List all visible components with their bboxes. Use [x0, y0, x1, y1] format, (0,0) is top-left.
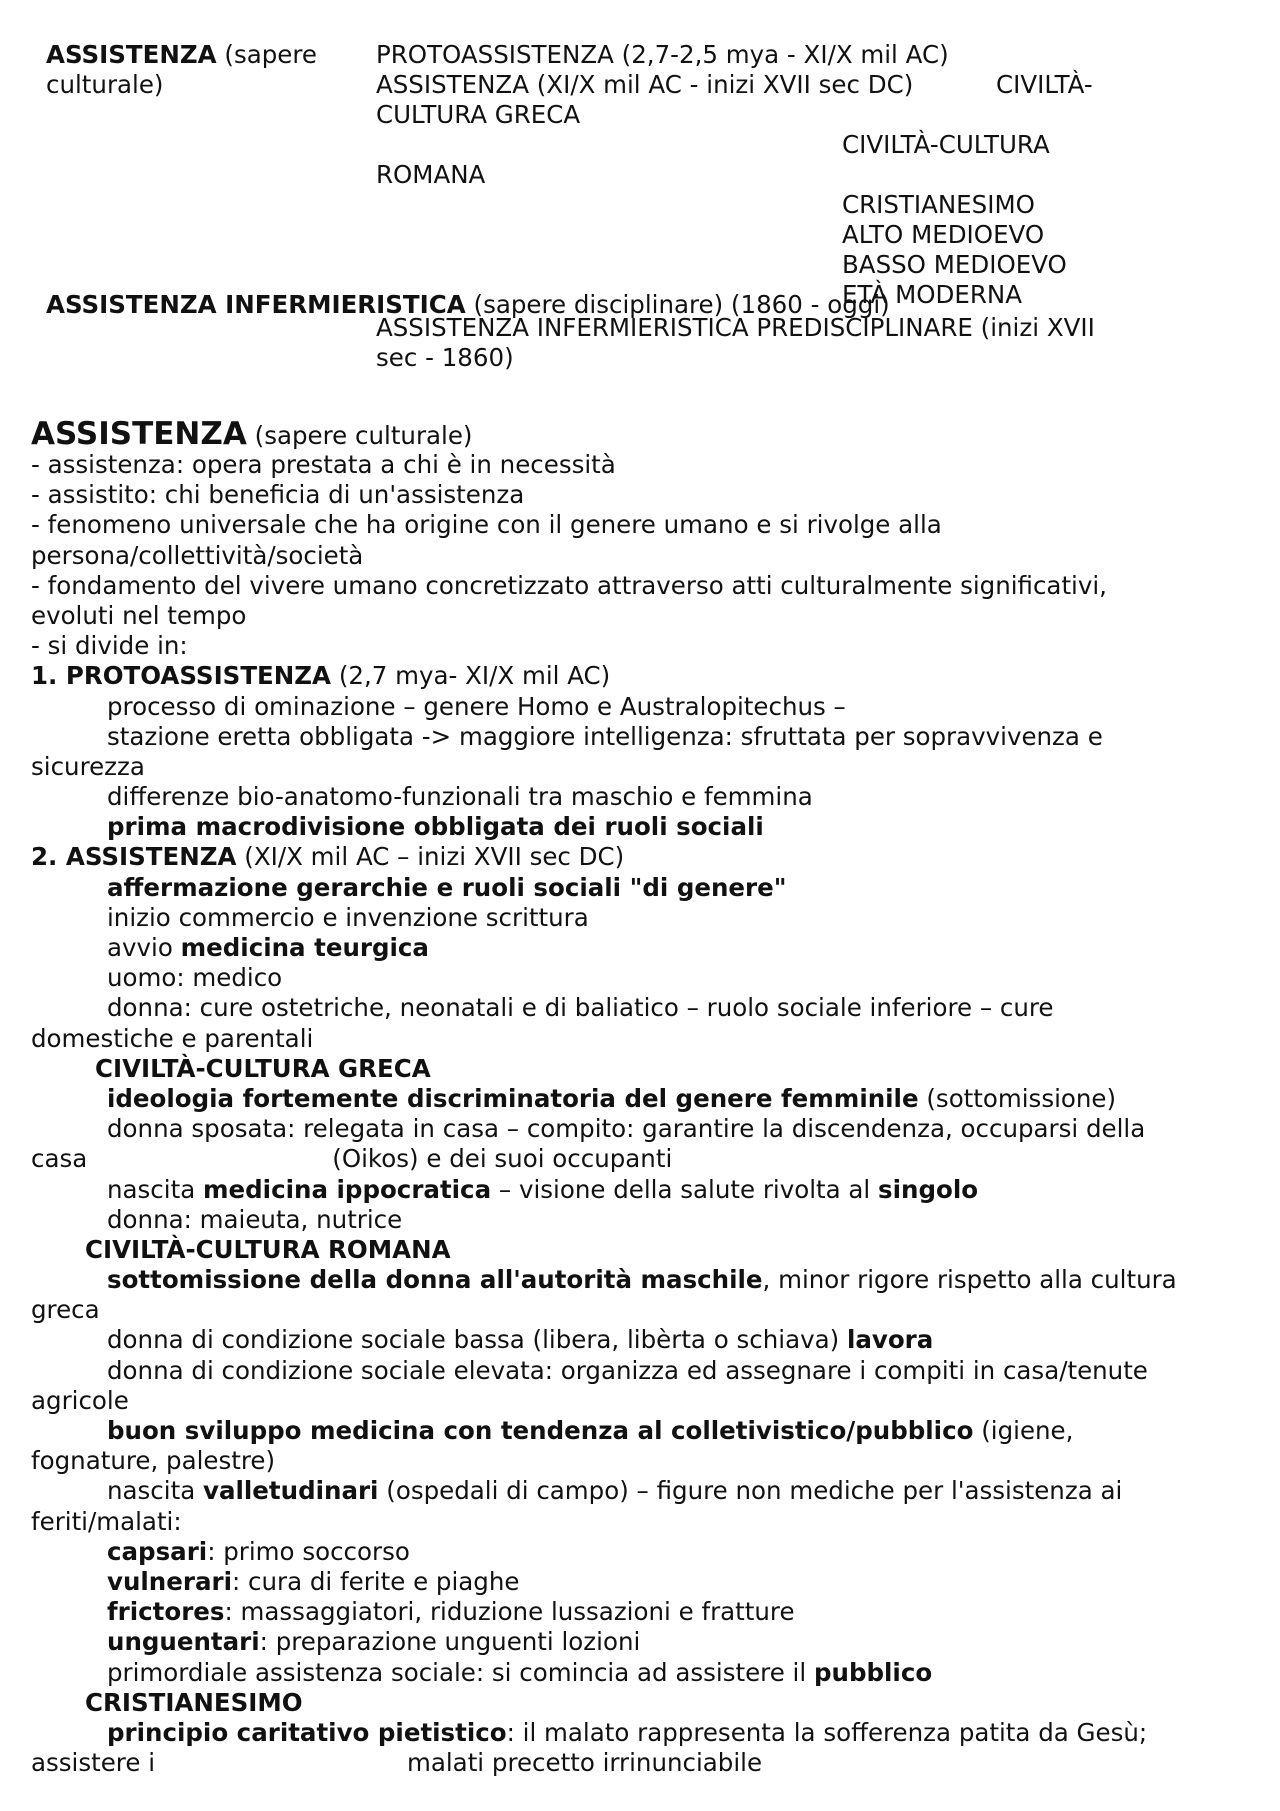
bold-text: valletudinari — [203, 1476, 379, 1506]
text-span: avvio — [107, 933, 173, 962]
assistenza-range: (XI/X mil AC – inizi XVII sec DC) — [244, 842, 625, 872]
summary-civ-greca-a: CIVILTÀ- — [996, 70, 1093, 99]
section-title-sub: (sapere culturale) — [254, 421, 473, 450]
text-span: nascita — [107, 1174, 196, 1204]
text-line — [31, 1748, 1261, 1778]
text-line — [31, 933, 1261, 963]
bold-text: medicina teurgica — [180, 933, 429, 962]
text-span: : massaggiatori, riduzione lussazioni e fratture — [224, 1597, 795, 1627]
summary-basso-medioevo: BASSO MEDIOEVO — [842, 250, 1067, 279]
text-line — [31, 1658, 1261, 1688]
text-line: evoluti nel tempo — [31, 600, 247, 630]
list-item — [31, 1567, 1261, 1597]
text-line — [31, 1265, 1261, 1295]
summary-inf-pre-b: sec - 1860) — [376, 343, 514, 372]
bold-text: frictores — [107, 1597, 225, 1627]
text-span: – visione della salute rivolta al — [498, 1174, 871, 1204]
bold-text: medicina ippocratica — [203, 1174, 492, 1204]
list-item — [31, 1627, 1261, 1657]
text-span: (Oikos) e dei suoi occupanti — [332, 1144, 673, 1174]
text-span: malati precetto irrinunciabile — [407, 1748, 763, 1778]
summary-civ-romana-b: ROMANA — [376, 160, 486, 189]
summary-inf-sub: (sapere disciplinare) (1860 - oggi) — [473, 290, 890, 319]
summary-civ-greca-b: CULTURA GRECA — [376, 100, 581, 129]
bold-text: prima macrodivisione obbligata dei ruoli sociali — [107, 812, 764, 842]
bold-text: ideologia fortemente discriminatoria del genere femminile — [107, 1083, 919, 1113]
document-body — [31, 450, 1261, 1778]
text-line: donna sposata: relegata in casa – compito: garantire la discendenza, occuparsi della — [107, 1114, 1146, 1144]
cristianesimo-heading — [31, 1688, 1261, 1718]
text-line — [31, 1416, 1261, 1446]
protoassistenza-heading — [31, 661, 1261, 691]
bold-text: vulnerari — [107, 1566, 232, 1596]
assistenza-heading — [31, 842, 1261, 872]
text-line: - si divide in: — [31, 631, 188, 661]
text-line: feriti/malati: — [31, 1506, 182, 1536]
bold-text: capsari — [107, 1536, 208, 1566]
text-line — [31, 1175, 1261, 1205]
text-line: - fondamento del vivere umano concretizzato attraverso atti culturalmente significativi, — [31, 570, 1107, 600]
romana-title: CIVILTÀ-CULTURA ROMANA — [85, 1234, 451, 1264]
text-line: - assistito: chi beneficia di un'assistenza — [31, 480, 525, 510]
bold-text: singolo — [878, 1174, 979, 1204]
text-span: : cura di ferite e piaghe — [231, 1566, 520, 1596]
summary-civ-romana-a: CIVILTÀ-CULTURA — [842, 130, 1050, 159]
text-span: assistere i — [31, 1748, 155, 1778]
bold-text: pubblico — [813, 1657, 933, 1687]
summary-inf-pre-a: ASSISTENZA INFERMIERISTICA PREDISCIPLINARE (inizi XVII — [376, 313, 1095, 342]
summary-cristianesimo: CRISTIANESIMO — [842, 190, 1035, 219]
text-span: : preparazione unguenti lozioni — [259, 1627, 641, 1657]
text-line: agricole — [31, 1385, 129, 1415]
list-item — [31, 1537, 1261, 1567]
summary-assistenza — [46, 40, 317, 70]
text-span: primordiale assistenza sociale: si comincia ad assistere il — [107, 1657, 807, 1687]
text-line: sicurezza — [31, 751, 145, 781]
text-line: donna: cure ostetriche, neonatali e di baliatico – ruolo sociale inferiore – cure — [107, 993, 1054, 1023]
text-line: donna di condizione sociale elevata: organizza ed assegnare i compiti in casa/tenute — [107, 1355, 1148, 1385]
text-span: , minor rigore rispetto alla cultura — [762, 1265, 1177, 1295]
section-title-label: ASSISTENZA — [31, 416, 247, 452]
summary-inf-label: ASSISTENZA INFERMIERISTICA — [46, 290, 466, 319]
romana-heading — [31, 1235, 1261, 1265]
text-line — [31, 1144, 1261, 1174]
bold-text: buon sviluppo medicina con tendenza al colletivistico/pubblico — [107, 1416, 974, 1445]
greca-heading — [31, 1054, 1261, 1084]
text-span: (sottomissione) — [926, 1083, 1117, 1113]
text-span: (ospedali di campo) – figure non mediche per l'assistenza ai — [386, 1476, 1123, 1506]
summary-alto-medioevo: ALTO MEDIOEVO — [842, 220, 1045, 249]
text-span: casa — [31, 1144, 88, 1174]
text-line: persona/collettività/società — [31, 540, 364, 570]
text-line: greca — [31, 1295, 100, 1325]
assistenza-title: 2. ASSISTENZA — [31, 842, 237, 872]
text-line: donna: maieuta, nutrice — [107, 1204, 403, 1234]
text-line: differenze bio-anatomo-funzionali tra maschio e femmina — [107, 782, 813, 812]
text-line: domestiche e parentali — [31, 1023, 314, 1053]
text-line — [31, 1325, 1261, 1355]
text-line — [31, 1476, 1261, 1506]
greca-title: CIVILTÀ-CULTURA GRECA — [95, 1053, 431, 1083]
summary-assistenza-label: ASSISTENZA — [46, 40, 217, 69]
text-span: : il malato rappresenta la sofferenza patita da Gesù; — [506, 1717, 1148, 1747]
summary-assistenza-sub: (sapere — [224, 40, 317, 69]
text-line — [31, 1718, 1261, 1748]
text-line: stazione eretta obbligata -> maggiore intelligenza: sfruttata per sopravvivenza e — [107, 721, 1103, 751]
summary-assistenza-sub2: culturale) — [46, 70, 164, 99]
bold-text: lavora — [846, 1325, 934, 1355]
summary-assist-range: ASSISTENZA (XI/X mil AC - inizi XVII sec DC) — [376, 70, 914, 99]
bold-text: sottomissione della donna all'autorità maschile — [107, 1265, 763, 1295]
text-span: : primo soccorso — [207, 1536, 410, 1566]
list-item — [31, 1597, 1261, 1627]
text-span: nascita — [107, 1476, 196, 1506]
text-line: inizio commercio e invenzione scrittura — [107, 902, 589, 932]
bold-text: principio caritativo pietistico — [107, 1717, 507, 1747]
bold-text: unguentari — [107, 1627, 260, 1657]
text-line: processo di ominazione – genere Homo e Australopitechus – — [107, 691, 846, 721]
protoassistenza-range: (2,7 mya- XI/X mil AC) — [338, 661, 611, 691]
text-line — [31, 1084, 1261, 1114]
summary-proto: PROTOASSISTENZA (2,7-2,5 mya - XI/X mil AC) — [376, 40, 949, 69]
text-span: (igiene, — [981, 1416, 1074, 1445]
text-line-bold — [31, 873, 1261, 903]
cristianesimo-title: CRISTIANESIMO — [85, 1687, 303, 1717]
text-line: fognature, palestre) — [31, 1446, 276, 1476]
text-line: uomo: medico — [107, 963, 283, 993]
summary-eta-moderna: ETÀ MODERNA — [842, 280, 1022, 309]
protoassistenza-title: 1. PROTOASSISTENZA — [31, 661, 332, 691]
text-span: donna di condizione sociale bassa (libera, libèrta o schiava) — [107, 1325, 840, 1355]
text-line: - fenomeno universale che ha origine con il genere umano e si rivolge alla — [31, 510, 942, 540]
text-line: - assistenza: opera prestata a chi è in necessità — [31, 450, 616, 479]
text-line-bold — [31, 812, 1261, 842]
bold-text: affermazione gerarchie e ruoli sociali "di genere" — [107, 872, 787, 902]
